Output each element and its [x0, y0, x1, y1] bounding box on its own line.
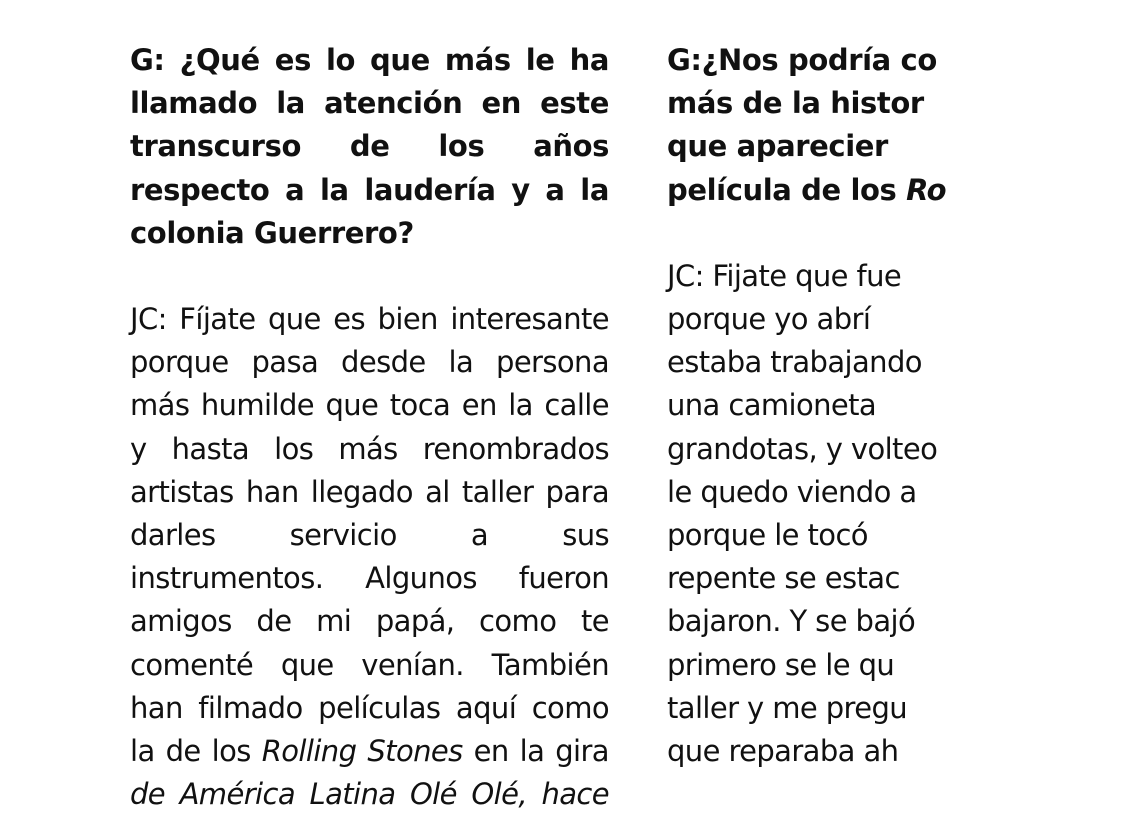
question-line: que aparecier	[667, 129, 888, 164]
interview-question-right	[667, 39, 1146, 212]
answer-line: que reparaba ah	[667, 734, 899, 769]
right-column	[667, 39, 1146, 773]
answer-line: bajaron. Y se bajó	[667, 604, 916, 639]
answer-line: taller y me pregu	[667, 690, 908, 725]
answer-line: darles servicio a sus	[130, 518, 609, 553]
answer-line: amigos de mi papá, como te	[130, 604, 609, 639]
answer-line: porque le tocó	[667, 518, 868, 553]
answer-line: porque pasa desde la persona	[130, 345, 609, 380]
question-line: más de la histor	[667, 86, 924, 121]
answer-line: comenté que venían. También	[130, 647, 609, 682]
answer-line: grandotas, y volteo	[667, 431, 938, 466]
question-line: G:¿Nos podría co	[667, 43, 937, 77]
answer-line: una camioneta	[667, 388, 877, 423]
answer-line: repente se estac	[667, 561, 900, 596]
answer-line: JC: Fíjate que es bien interesante	[130, 302, 609, 337]
answer-line-cut: de América Latina Olé Olé, hace	[130, 777, 609, 812]
answer-line: estaba trabajando	[667, 345, 922, 380]
left-column	[130, 39, 609, 816]
answer-line: más humilde que toca en la calle	[130, 388, 609, 423]
answer-line: primero se le qu	[667, 647, 895, 682]
answer-line: artistas han llegado al taller para	[130, 474, 609, 509]
question-text: película de los	[667, 172, 907, 207]
italic-title: Rolling Stones	[261, 734, 463, 769]
answer-line: instrumentos. Algunos fueron	[130, 561, 609, 596]
interview-answer-left	[130, 298, 609, 816]
answer-line: porque yo abrí	[667, 302, 871, 337]
answer-line: y hasta los más renombrados	[130, 431, 609, 466]
interview-question-left: G: ¿Qué es lo que más le ha llamado la atención en este transcurso de los años respecto a la laudería y a la colonia Guerrero?	[130, 43, 609, 250]
answer-line: han filmado películas aquí como	[130, 690, 609, 725]
interview-answer-right	[667, 255, 1146, 773]
answer-line: JC: Fijate que fue	[667, 258, 902, 293]
question-line	[667, 169, 1146, 212]
italic-title: Ro	[906, 172, 947, 207]
answer-text: la de los	[130, 734, 262, 769]
answer-line: le quedo viendo a	[667, 474, 917, 509]
answer-line-with-italic	[130, 730, 609, 773]
answer-text: en la gira	[462, 734, 609, 769]
